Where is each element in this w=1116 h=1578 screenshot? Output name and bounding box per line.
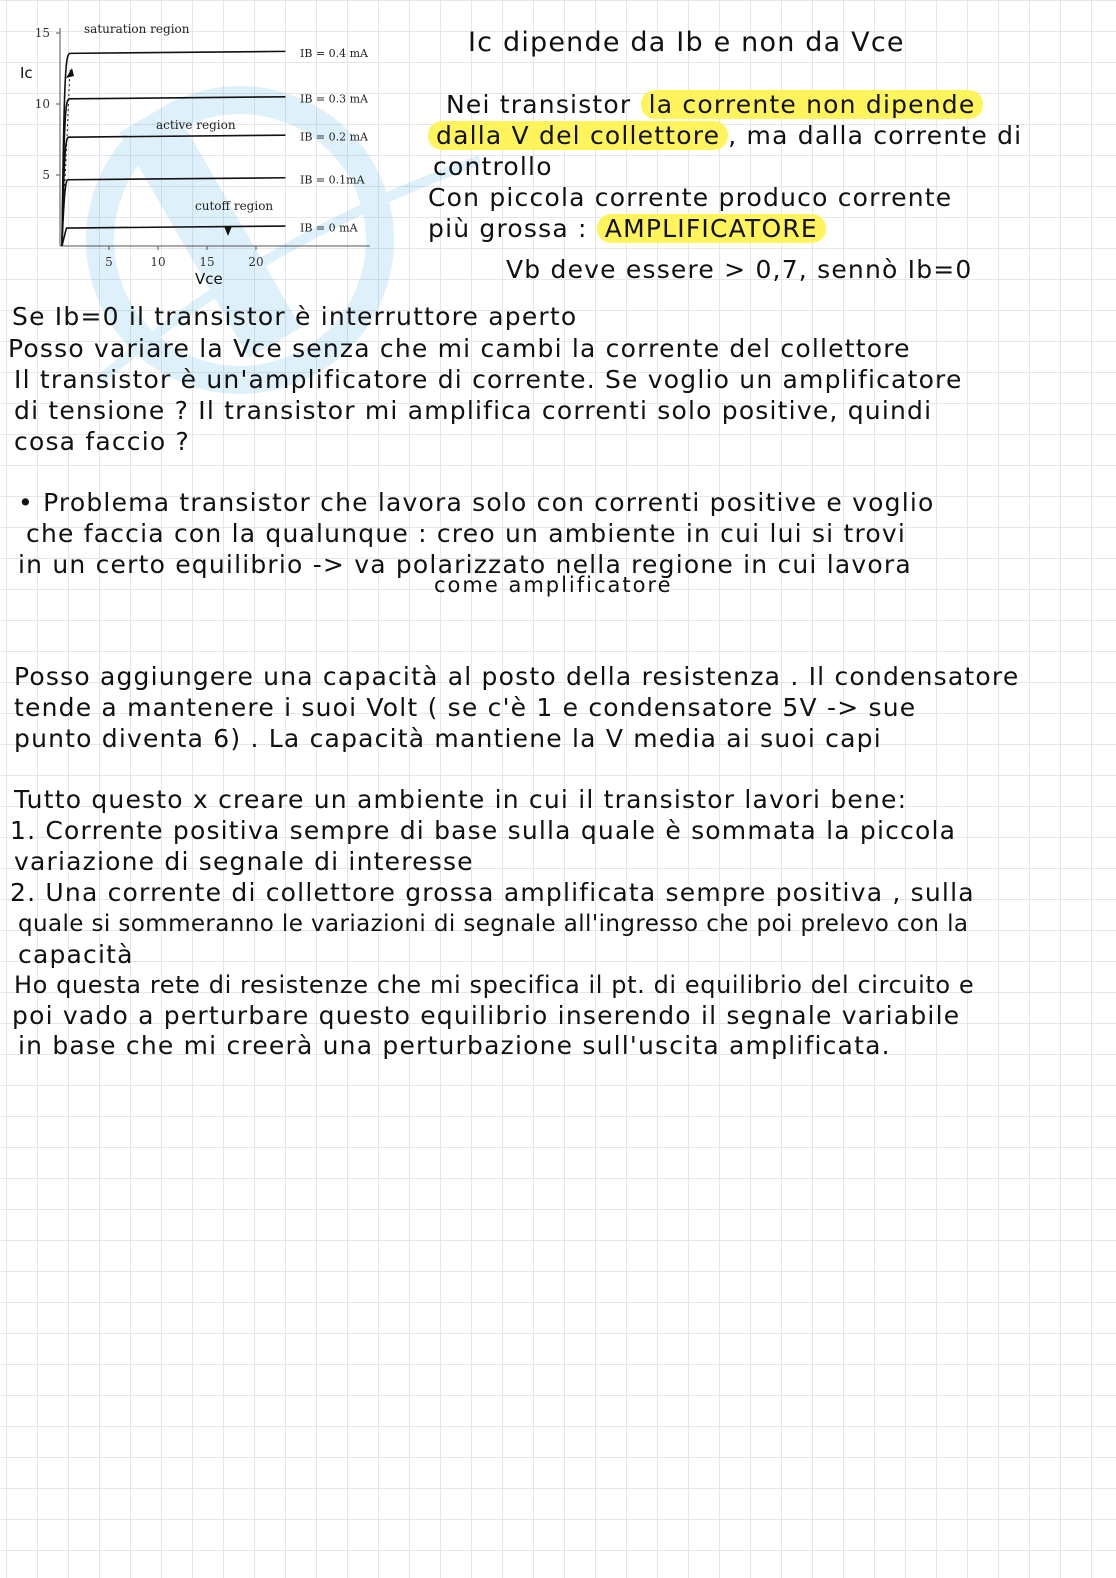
note-highlight-amplificatore: AMPLIFICATORE [597, 214, 826, 243]
x-tick-label: 15 [199, 255, 215, 269]
saturation-arrow [66, 68, 74, 78]
note-p7-line4: 2. Una corrente di collettore grossa amplificata sempre positiva , sulla [10, 878, 975, 907]
note-p6-line1: Posso aggiungere una capacità al posto della resistenza . Il condensatore [14, 662, 1020, 691]
x-tick-label: 5 [105, 255, 113, 269]
characteristic-curve [62, 226, 285, 246]
note-p6-line3: punto diventa 6) . La capacità mantiene la V media ai suoi capi [14, 724, 882, 753]
note-p4-line2: Posso variare la Vce senza che mi cambi la corrente del collettore [8, 334, 911, 363]
y-tick-label: 5 [42, 168, 50, 182]
transistor-characteristic-chart [0, 0, 420, 295]
note-p7-line9: in base che mi creerà una perturbazione sull'uscita amplificata. [18, 1031, 891, 1060]
note-p7-line6: capacità [18, 940, 134, 969]
note-title: Ic dipende da Ib e non da Vce [468, 27, 905, 58]
x-axis-label: Vce [195, 270, 223, 288]
characteristic-curve [62, 135, 285, 246]
cutoff-arrow [224, 226, 232, 236]
active-region-label: active region [156, 118, 236, 132]
characteristic-curve [62, 51, 285, 246]
y-axis-label: Ic [20, 64, 33, 82]
saturation-region-label: saturation region [84, 22, 190, 36]
note-p2-line2 [428, 214, 826, 244]
note-p4-line4: di tensione ? Il transistor mi amplifica correnti solo positive, quindi [14, 396, 933, 425]
note-p2-b: più grossa : [428, 214, 588, 243]
note-p1-d: , ma dalla corrente di [728, 121, 1023, 150]
note-p4-line3: Il transistor è un'amplificatore di corrente. Se voglio un amplificatore [14, 365, 963, 394]
curve-label: IB = 0.3 mA [300, 92, 369, 106]
note-p2-line1: Con piccola corrente produco corrente [428, 183, 953, 212]
note-p1-a: Nei transistor [446, 90, 632, 119]
note-p5-line3: in un certo equilibrio -> va polarizzato nella regione in cui lavora [18, 550, 912, 579]
note-p7-line7: Ho questa rete di resistenze che mi specifica il pt. di equilibrio del circuito e [14, 971, 975, 999]
note-p7-line5: quale si sommeranno le variazioni di segnale all'ingresso che poi prelevo con la [18, 911, 969, 937]
note-p4-line1: Se Ib=0 il transistor è interruttore aperto [12, 302, 578, 331]
note-p5-line4: come amplificatore [434, 573, 673, 597]
note-p1-line1 [446, 90, 983, 120]
note-p5-line1: • Problema transistor che lavora solo con correnti positive e voglio [18, 488, 935, 517]
note-p1-line2 [428, 121, 1022, 151]
cutoff-region-label: cutoff region [195, 199, 274, 213]
note-p6-line2: tende a mantenere i suoi Volt ( se c'è 1 e condensatore 5V -> sue [14, 693, 917, 722]
note-p1-line3: controllo [433, 152, 553, 181]
note-p3: Vb deve essere > 0,7, sennò Ib=0 [506, 255, 973, 284]
note-p7-line1: Tutto questo x creare un ambiente in cui il transistor lavori bene: [14, 785, 908, 814]
curve-label: IB = 0 mA [300, 221, 358, 235]
x-tick-label: 20 [248, 255, 264, 269]
curve-label: IB = 0.2 mA [300, 130, 369, 144]
note-p5-line2: che faccia con la qualunque : creo un ambiente in cui lui si trovi [26, 519, 907, 548]
curve-label: IB = 0.4 mA [300, 46, 369, 60]
note-highlight-2: dalla V del collettore [428, 121, 728, 150]
x-tick-label: 10 [150, 255, 166, 269]
y-tick-label: 10 [34, 97, 50, 111]
note-highlight-1: la corrente non dipende [641, 90, 984, 119]
note-p4-line5: cosa faccio ? [14, 427, 191, 456]
note-p7-line3: variazione di segnale di interesse [14, 847, 474, 876]
curve-label: IB = 0.1mA [300, 173, 365, 187]
note-p7-line8: poi vado a perturbare questo equilibrio inserendo il segnale variabile [12, 1001, 961, 1030]
y-tick-label: 15 [34, 26, 50, 40]
note-p7-line2: 1. Corrente positiva sempre di base sulla quale è sommata la piccola [10, 816, 957, 845]
